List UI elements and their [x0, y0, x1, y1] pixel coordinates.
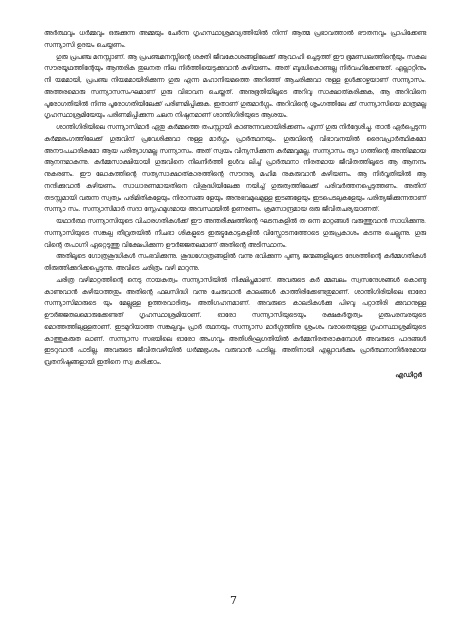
paragraph-2: ഗുരു പ്രപഞ്ച മനസ്സാണ്. ആ പ്രപഞ്ചമനസ്സിന്റെ ശക്തി ജീവകോശങ്ങളിലേക്ക് ആവാഹി ച്ചെടുത്ത് ഈ ഭൂമണ്ഡലത്തിന്റെയും സകല സൗരയൂഥത്തിന്റേയും ആന്തരിക തുലനത നില നിർത്തിയെടുക്കുവാൻ കഴിയണം. അത് ബുദ്ധികൊണ്ടല്ല നിർവഹിക്കേണ്ടത്. എല്ലാറ്റിനും നി യമമായി, പ്രപഞ്ച നിയമമായിരിക്കുന്ന ഗുരു എന്ന മഹാനിയമത്തെ അറിഞ്ഞ് ആചരിക്കുവാ നുള്ള ഉൾക്കാഴ്ചയാണ് സന്ന്യാസം. അത്തരമൊരു സന്ന്യാസസംഘമാണ് ഗുരു വിഭാവന ചെയ്തത്. അനുഭൂതിയിലൂടെ അറിവു സാക്ഷാത്കരിക്കുക, ആ അറിവിനെ പൂരോഗതിയിൽ നിന്നു പൂരോഗതിയിലേക്ക് പരിണമിപ്പിക്കുക. ഇതാണ് ഗുരുമാർഗ്ഗം. അറിവിന്റെ ശൃംഗത്തിലേ ക്ക് സന്ന്യാസിയെ മാത്രമല്ല ഗൃഹസ്ഥാശ്രമിയേയും പരിണമിപ്പിക്കുന്ന ചലന നിഷ്ഠനമാണ് ശാന്തിഗിരിയുടെ ആശയം. [44, 53, 426, 120]
article-body [44, 28, 426, 381]
paragraph-4: യഥാർത്ഥ സന്ന്യാസിയുടെ വിചാരഗതികൾക്ക് ഈ അന്തരീക്ഷത്തിന്റെ ഘടനകളിൽ ത ന്നെ മാറ്റങ്ങൾ വരുത്തുവാൻ സാധിക്കുന്നു. സന്ന്യാസിയുടെ സങ്കല്പ തീവ്രതയിൽ നീചഭാ ശികളുടെ ഇരുട്ടുകോട്ടകളിൽ വിസ്ഫോടനത്തോടെ ഗുരുപ്രകാശം കടന്നു ചെല്ലുന്നു. ഗുരു വിന്റെ തപാഗ്നി ഏറ്റെടുത്തു വിക്ഷേപിക്കുന്ന ഊർജ്ജതലമാണ് അതിന്റെ അടിസ്ഥാനം. [44, 218, 426, 249]
paragraph-6: ചരിത്ര വഴിമാറ്റത്തിന്റെ നെടു നായകത്വം സന്ന്യാസിയിൽ നിക്ഷിപ്തമാണ്. അവരുടെ കർ മ്മബലം സ്വസന്ദേശങ്ങൾ കൊണ്ടു കാണുവാൻ കഴിയാത്തതും അതിന്റെ ഫലസിദ്ധി വന്നു ചേരുവാൻ കാലങ്ങൾ കാത്തിരിക്കേണ്ടതുമാണ്. ശാന്തിഗിരിയിലെ ഓരോ സന്ന്യാസിമാരുടെ യും മേല്ലുള്ള ഉത്തരവാദിത്വം അതിഗഹനമാണ്. അവരുടെ കാലടികൾക്കു പിഴവു പറ്റാതിരി ക്കുവാനുള്ള ഊർജ്ജതലമൊരുക്കേണ്ടത് ഗൃഹസ്ഥാശ്രമിയാണ്. ഓരോ സന്ന്യാസിയുടെയും രക്ഷകർതൃത്വം ഗുരുപരമ്പരയുടെ മൊത്തത്തിലുള്ളതാണ്. ഇടമുറിയാത്ത സങ്കല്പവും പ്രാർ ത്ഥനയും സന്ന്യാസ മാർഗ്ഗത്തിനു ശ്രംശം വരാതെയുള്ള ഗൃഹസ്ഥാശ്രമിയുടെ കാത്തുകരുത ലാണ്. സന്ന്യാസ സഭയിലെ ഓരോ അംഗവും അതിശീഘ്രഗതിയിൽ കർമ്മനിരതരാകുമ്പോൾ അവരുടെ പാദങ്ങൾ ഇടറുവാൻ പാടില്ല. അവരുടെ ജീവിതവഴിയിൽ ധർമ്മഭ്രംശം വരുവാൻ പാടില്ല. അതിനായി എല്ലാവർക്കും പ്രാർത്ഥനാനിർഭരമായ വ്രതനിഷ്ഠങ്ങളായി ഇതിനെ സ്വ കരിക്കാം. [44, 276, 426, 366]
paragraph-5: അതിലൂടെ ഗോത്രശുദ്ധികൾ സംഭവിക്കുന്നു. ശുദ്ധഗോത്രങ്ങളിൽ വന്നു ഭവിക്കുന്ന പുണ്യ ജന്മങ്ങളിലൂടെ ദേശത്തിന്റെ കർമ്മഗതികൾ തിരുത്തിക്കുറിക്കപ്പെടുന്നു. അവിടെ ചരിത്രം വഴി മാറുന്നു. [44, 253, 426, 272]
paragraph-1: അർത്ഥവും ധർമ്മവും ഒരുക്കുന്ന അമ്മയും ചേർന്ന ഗൃഹസ്ഥാശ്രമവ്യത്തിയിൽ നിന്ന് ആത്മ പ്രഭാവത്താൽ ഭൗതനവും പ്രാപിക്കേണ്ട സന്ന്യാസി ഉദയം ചെയ്യണം. [44, 30, 426, 49]
page-number: 7 [230, 594, 237, 607]
paragraph-3: ശാന്തിഗിരിയിലെ സന്ന്യാസിമാർ ഏതു കർമ്മത്തെ തപസ്സായി കാണുന്നവരായിരിക്കണം എന്ന് ഗുരു നിർദ്ദേശിച്ചു. താൻ ഏർപ്പെടുന്ന കർമ്മരംഗത്തിലേക്ക് ഗുരുവിന് പ്രവേശിക്കുവാ നുള്ള മാർഗ്ഗം പ്രാർത്ഥനയും. ഗുരുവിന്റെ വിഭാവനയിൽ ദൈവപ്രാർത്ഥികമോ അനൗപചാരികമോ ആയ പരിത്യാഗമല്ല സന്ന്യാസം. അത് സ്വയം വിന്യസിക്കുന്ന കർമ്മവുമല്ല. സന്ന്യാസം ത്യാ ഗത്തിന്റെ അന്തിമമായ ആനന്ദമാകുന്നു. കർമ്മസാക്ഷിയായി ഗുരുവിനെ നിലനിർത്തി ഉൾവ ലിച്ച് പ്രാർത്ഥനാ നിരതമായ ജീവിതത്തിലൂടെ ആ ആനന്ദം നുകരണം. ഈ ലോകത്തിന്റെ സത്യസാക്ഷാത്കാരത്തിന്റെ സൗന്ദര്യ മഹിമ നുകരുവാൻ കഴിയണം. ആ നിർവൃതിയിൽ ആ നന്ദിക്കുവാൻ കഴിയണം. സാധാരണമായതിനെ വിശുദ്ധിയിലേക്കു നയിച്ച് ഗുരുത്വത്തിലേക്ക് പരിവർത്തനപ്പെടുത്തണം. അതിന് തടസ്സമായി വരുന്ന സ്വത്വം പരിമിതികളേയും നിരാസങ്ങ ളേയും അനുഭവമുഖമുള്ള ഇടങ്ങളേയും ഇടപെടലുകളേയും പരിത്യജിക്കുന്നതാണ് സന്ന്യാ സം. സന്ന്യാസിമാർ സദാ സ്നേഹമുഗ്ദമായ അവസ്ഥയിൽ ഉണരണം. ക്രമസാന്ദ്രമായ ഒരു ജീവിതചര്യയാണത്. [44, 124, 426, 214]
editor-signature: എഡിറ്റർ [395, 370, 422, 379]
